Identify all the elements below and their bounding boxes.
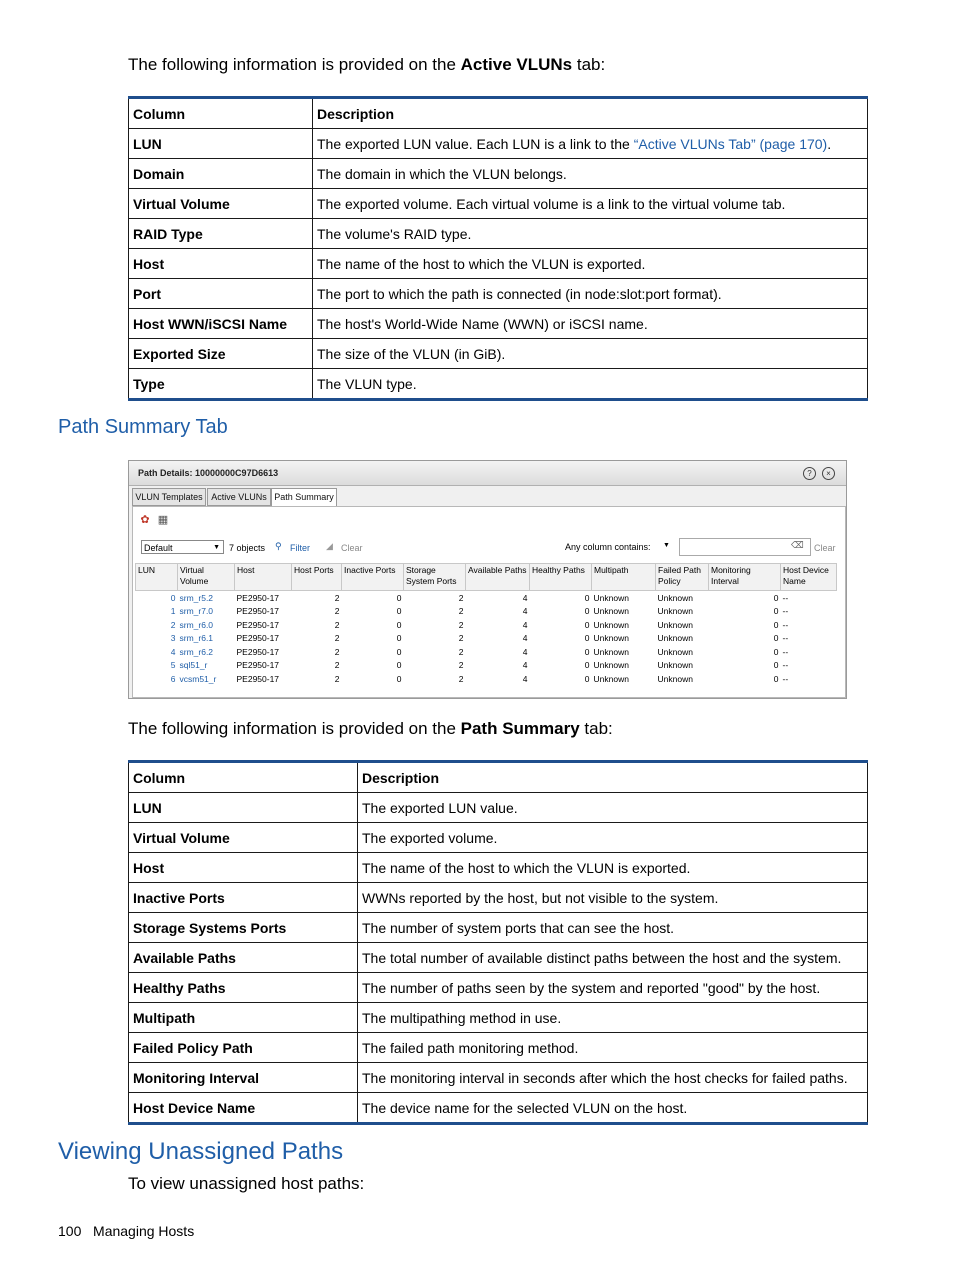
grid-cell: Unknown xyxy=(657,619,693,630)
tab-path-summary[interactable]: Path Summary xyxy=(271,488,337,507)
row-name: Exported Size xyxy=(129,339,313,369)
row-name: Failed Policy Path xyxy=(129,1033,358,1063)
table-row xyxy=(129,249,868,279)
row-description: The failed path monitoring method. xyxy=(358,1033,868,1063)
grid-row[interactable] xyxy=(136,605,837,619)
row-description: WWNs reported by the host, but not visible to the system. xyxy=(358,883,868,913)
grid-cell: Unknown xyxy=(657,660,693,671)
grid-cell: -- xyxy=(782,633,789,644)
row-name: Host xyxy=(129,249,313,279)
grid-column-header[interactable]: Monitoring Interval xyxy=(709,564,781,591)
row-description: The host's World-Wide Name (WWN) or iSCSI name. xyxy=(313,309,868,339)
table-row xyxy=(129,1063,868,1093)
row-description xyxy=(313,129,868,159)
table-row xyxy=(129,883,868,913)
table-row xyxy=(129,1003,868,1033)
row-description: The name of the host to which the VLUN is exported. xyxy=(358,853,868,883)
row-description: The name of the host to which the VLUN is exported. xyxy=(313,249,868,279)
row-description: The monitoring interval in seconds after which the host checks for failed paths. xyxy=(358,1063,868,1093)
grid-cell: 2 xyxy=(458,619,464,630)
clear-filter-icon: ◢ xyxy=(326,541,333,551)
table-row xyxy=(129,793,868,823)
row-name: RAID Type xyxy=(129,219,313,249)
grid-cell: 4 xyxy=(522,673,528,684)
grid-cell: Unknown xyxy=(657,633,693,644)
grid-cell: 0 xyxy=(773,633,779,644)
row-description: The exported volume. Each virtual volume is a link to the virtual volume tab. xyxy=(313,189,868,219)
object-count: 7 objects xyxy=(229,543,266,553)
grid-cell: 0 xyxy=(773,646,779,657)
row-description: The VLUN type. xyxy=(313,369,868,400)
grid-cell: 1 xyxy=(170,606,176,617)
window-title-bar xyxy=(129,461,846,486)
grid-cell: 0 xyxy=(170,592,176,603)
grid-cell: 0 xyxy=(584,646,590,657)
grid-row[interactable] xyxy=(136,591,837,605)
row-description: The size of the VLUN (in GiB). xyxy=(313,339,868,369)
grid-cell: 0 xyxy=(584,660,590,671)
page-footer xyxy=(58,1223,194,1239)
table-row xyxy=(129,913,868,943)
refresh-icon[interactable]: ✿ xyxy=(140,514,150,526)
grid-cell: Unknown xyxy=(657,606,693,617)
grid-column-header[interactable]: Virtual Volume xyxy=(178,564,235,591)
view-select[interactable]: Default ▼ xyxy=(141,540,224,554)
grid-cell: 0 xyxy=(584,592,590,603)
row-name: Inactive Ports xyxy=(129,883,358,913)
row-name: Healthy Paths xyxy=(129,973,358,1003)
grid-cell: 0 xyxy=(396,673,402,684)
grid-row[interactable] xyxy=(136,618,837,632)
grid-cell: Unknown xyxy=(593,633,629,644)
grid-cell: 0 xyxy=(773,592,779,603)
help-icon[interactable]: ? xyxy=(803,467,816,480)
row-name: Multipath xyxy=(129,1003,358,1033)
grid-cell: 0 xyxy=(584,633,590,644)
table-row xyxy=(129,369,868,400)
row-name: Port xyxy=(129,279,313,309)
virtual-volume-link[interactable]: srm_r7.0 xyxy=(179,606,214,617)
grid-cell: 2 xyxy=(458,673,464,684)
grid-cell: 4 xyxy=(522,660,528,671)
grid-cell: PE2950-17 xyxy=(236,646,280,657)
row-name: Host Device Name xyxy=(129,1093,358,1124)
close-icon[interactable]: × xyxy=(822,467,835,480)
column-header: Column xyxy=(129,98,313,129)
grid-cell: 4 xyxy=(522,646,528,657)
grid-cell: PE2950-17 xyxy=(236,673,280,684)
grid-cell: 0 xyxy=(396,619,402,630)
grid-cell: 2 xyxy=(334,660,340,671)
grid-cell: 6 xyxy=(170,673,176,684)
intro-path-summary: The following information is provided on the Path Summary tab: xyxy=(128,719,613,738)
search-clear-button[interactable]: Clear xyxy=(814,543,836,553)
row-description: The number of system ports that can see the host. xyxy=(358,913,868,943)
grid-cell: 4 xyxy=(522,606,528,617)
grid-cell: PE2950-17 xyxy=(236,619,280,630)
grid-cell: 2 xyxy=(170,619,176,630)
grid-cell: -- xyxy=(782,673,789,684)
grid-cell: -- xyxy=(782,619,789,630)
path-details-screenshot xyxy=(128,460,847,699)
row-description: The device name for the selected VLUN on the host. xyxy=(358,1093,868,1124)
table-row xyxy=(129,339,868,369)
row-description: The total number of available distinct paths between the host and the system. xyxy=(358,943,868,973)
grid-column-header[interactable]: Failed Path Policy xyxy=(656,564,709,591)
grid-cell: 0 xyxy=(773,619,779,630)
grid-cell: PE2950-17 xyxy=(236,660,280,671)
grid-cell: Unknown xyxy=(593,592,629,603)
grid-cell: 4 xyxy=(170,646,176,657)
grid-cell: 5 xyxy=(170,660,176,671)
grid-cell: Unknown xyxy=(593,606,629,617)
path-summary-table xyxy=(128,760,868,1125)
row-name: Host xyxy=(129,853,358,883)
description-text: The exported LUN value. Each LUN is a link to the xyxy=(317,135,634,152)
table-row xyxy=(129,853,868,883)
virtual-volume-link[interactable]: srm_r6.2 xyxy=(179,646,214,657)
path-summary-grid xyxy=(135,563,837,686)
table-row xyxy=(129,309,868,339)
table-row xyxy=(129,159,868,189)
row-name: Domain xyxy=(129,159,313,189)
grid-column-header[interactable]: Storage System Ports xyxy=(404,564,466,591)
grid-cell: 0 xyxy=(396,592,402,603)
grid-cell: 0 xyxy=(396,646,402,657)
table-row xyxy=(129,973,868,1003)
virtual-volume-link[interactable]: srm_r6.0 xyxy=(179,619,214,630)
grid-cell: Unknown xyxy=(657,592,693,603)
grid-row[interactable] xyxy=(136,645,837,659)
row-description: The exported volume. xyxy=(358,823,868,853)
column-header: Column xyxy=(129,762,358,793)
grid-column-header[interactable]: Multipath xyxy=(592,564,656,591)
grid-cell: Unknown xyxy=(593,646,629,657)
intro-active-vluns: The following information is provided on the Active VLUNs tab: xyxy=(128,55,606,74)
row-name: LUN xyxy=(129,793,358,823)
grid-cell: -- xyxy=(782,660,789,671)
viewing-unassigned-paths-heading: Viewing Unassigned Paths xyxy=(58,1138,344,1165)
search-menu-icon[interactable]: ▼ xyxy=(663,542,670,549)
virtual-volume-link[interactable]: srm_r6.1 xyxy=(179,633,214,644)
row-description: The domain in which the VLUN belongs. xyxy=(313,159,868,189)
chapter-title: Managing Hosts xyxy=(93,1223,195,1239)
print-icon[interactable]: ▦ xyxy=(157,514,169,526)
grid-cell: 0 xyxy=(396,660,402,671)
grid-cell: 0 xyxy=(773,673,779,684)
grid-cell: 0 xyxy=(584,606,590,617)
grid-cell: 0 xyxy=(396,606,402,617)
grid-cell: 2 xyxy=(334,673,340,684)
page-number: 100 xyxy=(58,1223,82,1239)
grid-cell: -- xyxy=(782,646,789,657)
grid-cell: Unknown xyxy=(593,619,629,630)
grid-cell: PE2950-17 xyxy=(236,633,280,644)
grid-column-header[interactable]: LUN xyxy=(136,564,178,591)
description-header: Description xyxy=(358,762,868,793)
filter-button[interactable]: Filter xyxy=(290,543,310,553)
grid-cell: 0 xyxy=(584,619,590,630)
grid-column-header[interactable]: Healthy Paths xyxy=(530,564,592,591)
row-description: The exported LUN value. xyxy=(358,793,868,823)
page-link[interactable]: “Active VLUNs Tab” (page 170) xyxy=(633,135,828,152)
row-name: Host WWN/iSCSI Name xyxy=(129,309,313,339)
row-name: Storage Systems Ports xyxy=(129,913,358,943)
row-description: The number of paths seen by the system and reported "good" by the host. xyxy=(358,973,868,1003)
search-clear-icon[interactable]: ⌫ xyxy=(791,540,804,550)
row-name: Virtual Volume xyxy=(129,823,358,853)
grid-cell: 2 xyxy=(458,592,464,603)
row-name: Type xyxy=(129,369,313,400)
grid-cell: 2 xyxy=(334,646,340,657)
grid-cell: 2 xyxy=(334,619,340,630)
tab-active-vluns[interactable]: Active VLUNs xyxy=(207,488,271,506)
tab-vlun-templates[interactable]: VLUN Templates xyxy=(132,488,206,506)
grid-row[interactable] xyxy=(136,659,837,673)
grid-cell: 0 xyxy=(396,633,402,644)
grid-cell: PE2950-17 xyxy=(236,606,280,617)
grid-cell: Unknown xyxy=(593,660,629,671)
grid-cell: 4 xyxy=(522,633,528,644)
grid-column-header[interactable]: Available Paths xyxy=(466,564,530,591)
active-vluns-table xyxy=(128,96,868,401)
path-summary-panel xyxy=(132,506,846,698)
virtual-volume-link[interactable]: sql51_r xyxy=(179,660,208,671)
grid-cell: 2 xyxy=(458,646,464,657)
grid-cell: Unknown xyxy=(657,673,693,684)
table-row xyxy=(129,1033,868,1063)
grid-cell: 0 xyxy=(773,606,779,617)
grid-cell: PE2950-17 xyxy=(236,592,280,603)
row-name: Monitoring Interval xyxy=(129,1063,358,1093)
window-title: Path Details: 10000000C97D6613 xyxy=(138,468,279,478)
grid-cell: 0 xyxy=(773,660,779,671)
table-row xyxy=(129,219,868,249)
grid-column-header[interactable]: Host xyxy=(235,564,292,591)
row-description: The volume's RAID type. xyxy=(313,219,868,249)
grid-cell: 4 xyxy=(522,592,528,603)
description-header: Description xyxy=(313,98,868,129)
row-name: Virtual Volume xyxy=(129,189,313,219)
grid-cell: 4 xyxy=(522,619,528,630)
grid-cell: 3 xyxy=(170,633,176,644)
grid-cell: -- xyxy=(782,592,789,603)
grid-column-header[interactable]: Inactive Ports xyxy=(342,564,404,591)
grid-column-header[interactable]: Host Device Name xyxy=(781,564,837,591)
grid-cell: 2 xyxy=(458,606,464,617)
body-text: To view unassigned host paths: xyxy=(128,1174,365,1193)
table-row xyxy=(129,943,868,973)
grid-cell: Unknown xyxy=(657,646,693,657)
row-name: LUN xyxy=(129,129,313,159)
grid-row[interactable] xyxy=(136,672,837,686)
row-description: The port to which the path is connected (in node:slot:port format). xyxy=(313,279,868,309)
row-description: The multipathing method in use. xyxy=(358,1003,868,1033)
table-row xyxy=(129,823,868,853)
chevron-down-icon: ▼ xyxy=(213,544,220,551)
grid-cell: 2 xyxy=(334,606,340,617)
grid-cell: 0 xyxy=(584,673,590,684)
table-row xyxy=(129,129,868,159)
grid-cell: 2 xyxy=(334,633,340,644)
grid-cell: 2 xyxy=(458,633,464,644)
grid-cell: Unknown xyxy=(593,673,629,684)
table-row xyxy=(129,189,868,219)
description-suffix: . xyxy=(827,135,832,152)
search-label: Any column contains: xyxy=(565,542,651,552)
path-summary-heading: Path Summary Tab xyxy=(58,416,228,438)
table-row xyxy=(129,1093,868,1124)
filter-icon[interactable]: ⚲ xyxy=(275,541,282,551)
clear-filter-button[interactable]: Clear xyxy=(341,543,363,553)
virtual-volume-link[interactable]: vcsm51_r xyxy=(179,673,217,684)
row-name: Available Paths xyxy=(129,943,358,973)
grid-row[interactable] xyxy=(136,632,837,646)
grid-cell: 2 xyxy=(334,592,340,603)
virtual-volume-link[interactable]: srm_r5.2 xyxy=(179,592,214,603)
table-row xyxy=(129,279,868,309)
grid-column-header[interactable]: Host Ports xyxy=(292,564,342,591)
grid-cell: -- xyxy=(782,606,789,617)
grid-cell: 2 xyxy=(458,660,464,671)
